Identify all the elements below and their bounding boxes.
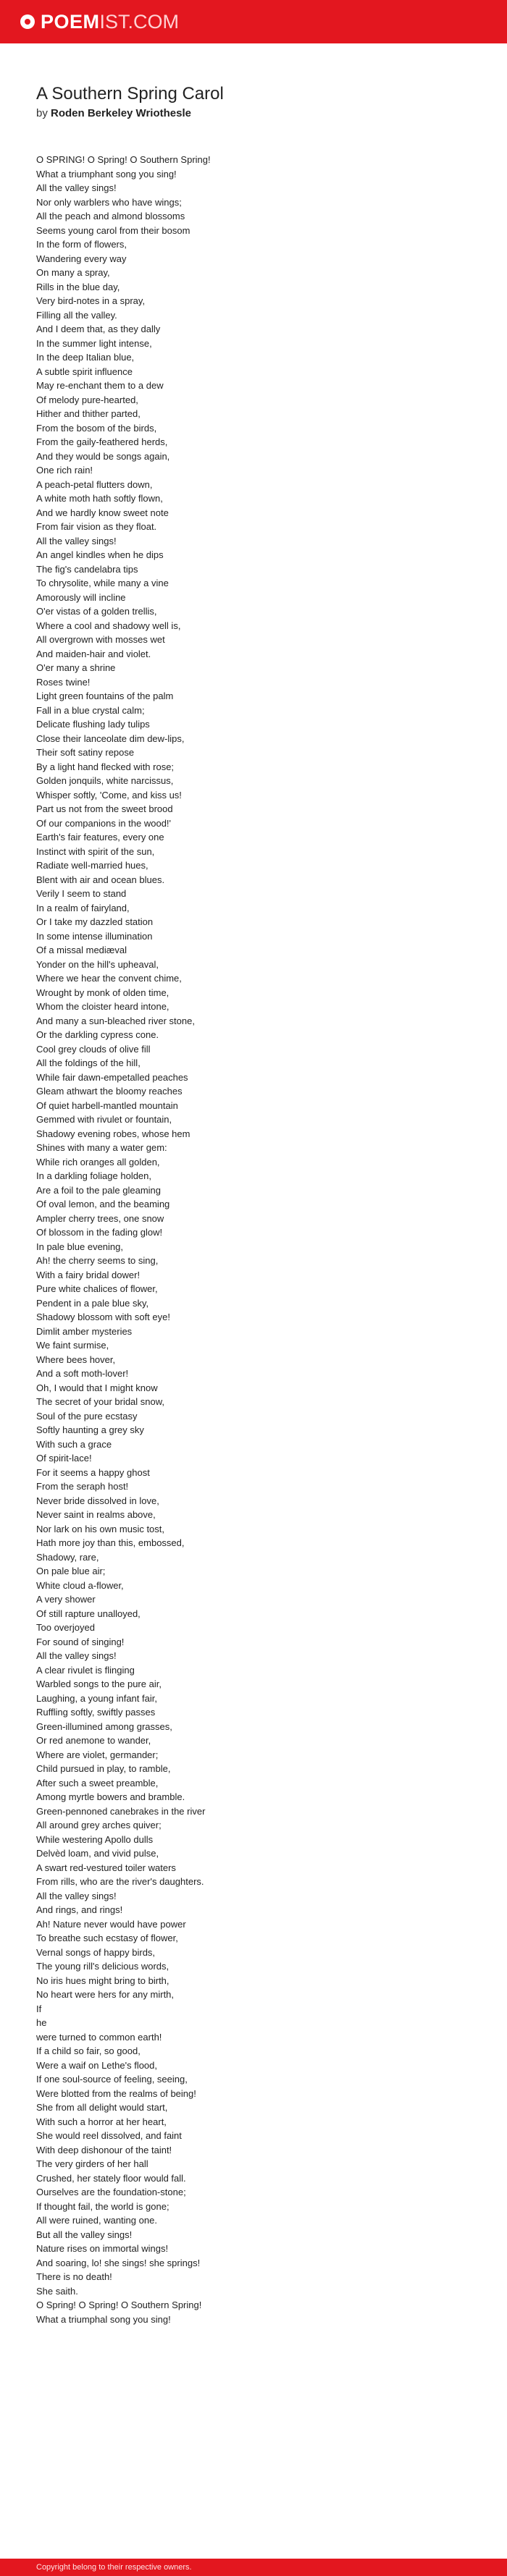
poem-line: Roses twine! xyxy=(36,676,91,688)
poem-line: Hath more joy than this, embossed, xyxy=(36,1537,185,1548)
poem-line: She from all delight would start, xyxy=(36,2102,168,2113)
byline xyxy=(36,106,478,121)
poem-line: Of our companions in the wood!' xyxy=(36,817,172,829)
poem-line: Vernal songs of happy birds, xyxy=(36,1946,156,1958)
poem-line: And many a sun-bleached river stone, xyxy=(36,1015,195,1026)
poem-line: Close their lanceolate dim dew-lips, xyxy=(36,732,185,744)
poem-line: Child pursued in play, to ramble, xyxy=(36,1763,171,1774)
poem-line: All the valley sings! xyxy=(36,535,117,546)
poem-line: Are a foil to the pale gleaming xyxy=(36,1184,161,1196)
poem-line: Light green fountains of the palm xyxy=(36,691,174,701)
poem-line: From fair vision as they float. xyxy=(36,521,157,532)
poem-line: The secret of your bridal snow, xyxy=(36,1396,165,1407)
poem-line: Rills in the blue day, xyxy=(36,281,120,292)
poem-line: While fair dawn-empetalled peaches xyxy=(36,1071,188,1083)
poem-line: Whom the cloister heard intone, xyxy=(36,1001,169,1012)
poem-line: Verily I seem to stand xyxy=(36,888,127,899)
poem-line: Soul of the pure ecstasy xyxy=(36,1410,138,1422)
poem-line: A very shower xyxy=(36,1594,96,1605)
poem-line: Seems young carol from their bosom xyxy=(36,224,190,236)
poem-line: From the gaily-feathered herds, xyxy=(36,436,168,447)
site-logo-link[interactable] xyxy=(20,11,179,33)
poem-article xyxy=(36,83,478,2326)
poem-line: In a realm of fairyland, xyxy=(36,902,130,913)
poem-line: Very bird-notes in a spray, xyxy=(36,295,146,306)
poem-line: Amorously will incline xyxy=(36,591,126,603)
poem-line: Whisper softly, 'Come, and kiss us! xyxy=(36,789,182,801)
poem-line: An angel kindles when he dips xyxy=(36,549,164,560)
poem-line: From the bosom of the birds, xyxy=(36,422,157,434)
poem-line: And I deem that, as they dally xyxy=(36,324,161,334)
poem-line: O'er many a shrine xyxy=(36,662,116,673)
poem-line: Among myrtle bowers and bramble. xyxy=(36,1791,185,1802)
poem-line: If thought fail, the world is gone; xyxy=(36,2200,169,2212)
poem-line: Nor only warblers who have wings; xyxy=(36,196,182,208)
poem-line: In a darkling foliage holden, xyxy=(36,1170,152,1181)
poem-line: were turned to common earth! xyxy=(36,2031,162,2043)
poem-line: Were a waif on Lethe's flood, xyxy=(36,2059,158,2071)
poem-line: May re-enchant them to a dew xyxy=(36,380,164,391)
poem-line: In some intense illumination xyxy=(36,930,153,942)
poem-line: Wrought by monk of olden time, xyxy=(36,987,169,998)
poem-line: Pendent in a pale blue sky, xyxy=(36,1297,149,1309)
poem-line: Of blossom in the fading glow! xyxy=(36,1227,163,1238)
poem-line: A swart red-vestured toiler waters xyxy=(36,1862,176,1873)
copyright-text: Copyright belong to their respective owners. xyxy=(36,2563,192,2572)
poem-line: Earth's fair features, every one xyxy=(36,832,164,843)
poem-line: Part us not from the sweet brood xyxy=(36,803,173,814)
poem-line: Crushed, her stately floor would fall. xyxy=(36,2172,186,2184)
poem-line: Green-illumined among grasses, xyxy=(36,1720,172,1732)
poem-line: Filling all the valley. xyxy=(36,309,117,321)
poem-line: With such a grace xyxy=(36,1438,112,1450)
poem-line: And we hardly know sweet note xyxy=(36,507,169,518)
poem-line: In the deep Italian blue, xyxy=(36,352,135,363)
poem-line: Ah! Nature never would have power xyxy=(36,1918,186,1930)
poem-line: To breathe such ecstasy of flower, xyxy=(36,1933,178,1943)
poem-line: We faint surmise, xyxy=(36,1340,109,1351)
poem-line: By a light hand flecked with rose; xyxy=(36,761,175,772)
poem-line: Radiate well-married hues, xyxy=(36,860,148,871)
poem-line: There is no death! xyxy=(36,2271,112,2282)
poem-line: Where a cool and shadowy well is, xyxy=(36,620,181,631)
poem-line: The fig's candelabra tips xyxy=(36,563,138,575)
logo-mark-icon xyxy=(20,14,35,29)
poem-line: She saith. xyxy=(36,2285,78,2297)
logo-text-strong: POEM xyxy=(41,10,100,33)
poem-line: Shadowy evening robes, whose hem xyxy=(36,1128,190,1139)
author-link[interactable]: Roden Berkeley Wriothesle xyxy=(51,107,191,119)
poem-line: Never bride dissolved in love, xyxy=(36,1495,159,1506)
poem-line: Nature rises on immortal wings! xyxy=(36,2243,169,2254)
poem-line: And maiden-hair and violet. xyxy=(36,648,151,659)
poem-line: A peach-petal flutters down, xyxy=(36,478,153,490)
poem-line: Fall in a blue crystal calm; xyxy=(36,704,145,716)
poem-line: All the valley sings! xyxy=(36,1890,117,1901)
poem-line: While rich oranges all golden, xyxy=(36,1156,160,1167)
poem-line: What a triumphant song you sing! xyxy=(36,168,177,180)
poem-line: Laughing, a young infant fair, xyxy=(36,1692,157,1704)
poem-line: All around grey arches quiver; xyxy=(36,1820,162,1830)
poem-line: Where we hear the convent chime, xyxy=(36,973,182,984)
poem-line: The very girders of her hall xyxy=(36,2158,148,2169)
poem-line: he xyxy=(36,2017,47,2028)
poem-line: After such a sweet preamble, xyxy=(36,1777,159,1789)
poem-line: Of a missal mediæval xyxy=(36,945,127,955)
poem-line: White cloud a-flower, xyxy=(36,1579,124,1591)
poem-line: Cool grey clouds of olive fill xyxy=(36,1043,151,1055)
poem-line: Yonder on the hill's upheaval, xyxy=(36,958,159,970)
poem-line: A clear rivulet is flinging xyxy=(36,1664,135,1676)
byline-label: by xyxy=(36,107,48,119)
poem-line: Oh, I would that I might know xyxy=(36,1382,158,1393)
poem-line: But all the valley sings! xyxy=(36,2229,133,2240)
poem-line: Ah! the cherry seems to sing, xyxy=(36,1255,159,1266)
poem-line: If one soul-source of feeling, seeing, xyxy=(36,2074,188,2085)
poem-line: Ruffling softly, swiftly passes xyxy=(36,1707,156,1718)
poem-line: Pure white chalices of flower, xyxy=(36,1283,158,1294)
site-footer xyxy=(0,2559,507,2576)
poem-line: She would reel dissolved, and faint xyxy=(36,2130,182,2141)
poem-line: On many a spray, xyxy=(36,267,110,278)
poem-line: In pale blue evening, xyxy=(36,1241,123,1252)
poem-line: Delvèd loam, and vivid pulse, xyxy=(36,1848,159,1859)
poem-line: Of spirit-lace! xyxy=(36,1453,92,1464)
poem-line: Instinct with spirit of the sun, xyxy=(36,845,155,857)
poem-line: With a fairy bridal dower! xyxy=(36,1269,141,1280)
poem-line: Their soft satiny repose xyxy=(36,747,135,758)
poem-line: On pale blue air; xyxy=(36,1566,106,1576)
poem-line: If a child so fair, so good, xyxy=(36,2045,141,2056)
poem-line: For sound of singing! xyxy=(36,1636,125,1647)
poem-line: Of still rapture unalloyed, xyxy=(36,1608,141,1619)
poem-line: Shadowy, rare, xyxy=(36,1551,99,1563)
site-header xyxy=(0,0,507,43)
poem-line: Wandering every way xyxy=(36,253,127,264)
poem-line: A white moth hath softly flown, xyxy=(36,493,163,504)
poem-line: Or I take my dazzled station xyxy=(36,916,154,927)
poem-line: All overgrown with mosses wet xyxy=(36,634,165,645)
poem-line: Dimlit amber mysteries xyxy=(36,1325,133,1337)
poem-line: And soaring, lo! she sings! she springs! xyxy=(36,2257,201,2268)
poem-line: And rings, and rings! xyxy=(36,1904,123,1915)
poem-line: O SPRING! O Spring! O Southern Spring! xyxy=(36,154,211,165)
poem-line: All the valley sings! xyxy=(36,182,117,193)
poem-line: Ampler cherry trees, one snow xyxy=(36,1212,164,1224)
poem-line: In the form of flowers, xyxy=(36,239,127,250)
poem-line: With such a horror at her heart, xyxy=(36,2116,167,2127)
poem-line: All were ruined, wanting one. xyxy=(36,2215,157,2226)
poem-line: From rills, who are the river's daughters. xyxy=(36,1876,204,1887)
poem-line: And they would be songs again, xyxy=(36,450,170,462)
poem-line: Or red anemone to wander, xyxy=(36,1735,151,1746)
poem-line: Where are violet, germander; xyxy=(36,1749,159,1760)
poem-line: Blent with air and ocean blues. xyxy=(36,874,165,885)
poem-line: Hither and thither parted, xyxy=(36,408,141,419)
poem-line: Of melody pure-hearted, xyxy=(36,394,138,405)
poem-line: For it seems a happy ghost xyxy=(36,1466,150,1478)
poem-line: No iris hues might bring to birth, xyxy=(36,1975,169,1986)
poem-line: What a triumphal song you sing! xyxy=(36,2313,171,2325)
poem-line: While westering Apollo dulls xyxy=(36,1833,154,1845)
poem-line: Ourselves are the foundation-stone; xyxy=(36,2187,186,2197)
poem-line: To chrysolite, while many a vine xyxy=(36,578,169,588)
poem-line: Golden jonquils, white narcissus, xyxy=(36,775,174,786)
poem-line: Or the darkling cypress cone. xyxy=(36,1029,159,1040)
poem-line: Softly haunting a grey sky xyxy=(36,1424,144,1435)
poem-body xyxy=(36,153,478,2326)
poem-line: O Spring! O Spring! O Southern Spring! xyxy=(36,2300,202,2310)
poem-line: One rich rain! xyxy=(36,465,93,476)
poem-line: Never saint in realms above, xyxy=(36,1509,156,1520)
poem-line: Where bees hover, xyxy=(36,1354,116,1365)
poem-line: All the valley sings! xyxy=(36,1650,117,1661)
poem-line: Too overjoyed xyxy=(36,1622,95,1633)
poem-line: No heart were hers for any mirth, xyxy=(36,1989,175,2000)
poem-line: O'er vistas of a golden trellis, xyxy=(36,606,157,617)
poem-line: All the peach and almond blossoms xyxy=(36,211,185,221)
poem-title: A Southern Spring Carol xyxy=(36,84,224,104)
poem-line: Warbled songs to the pure air, xyxy=(36,1678,162,1689)
poem-line: Green-pennoned canebrakes in the river xyxy=(36,1805,206,1817)
poem-line: In the summer light intense, xyxy=(36,337,152,349)
poem-line: Gemmed with rivulet or fountain, xyxy=(36,1114,172,1125)
poem-line: The young rill's delicious words, xyxy=(36,1961,169,1972)
poem-line: Gleam athwart the bloomy reaches xyxy=(36,1086,183,1097)
poem-line: A subtle spirit influence xyxy=(36,366,133,377)
poem-line: From the seraph host! xyxy=(36,1481,129,1492)
logo-text-light: IST.COM xyxy=(99,10,180,33)
poem-line: Were blotted from the realms of being! xyxy=(36,2087,196,2099)
poem-line: Shines with many a water gem: xyxy=(36,1142,167,1153)
poem-line: With deep dishonour of the taint! xyxy=(36,2144,172,2155)
poem-line: And a soft moth-lover! xyxy=(36,1368,129,1379)
poem-line: Shadowy blossom with soft eye! xyxy=(36,1312,170,1322)
poem-line: Of oval lemon, and the beaming xyxy=(36,1199,170,1209)
poem-line: All the foldings of the hill, xyxy=(36,1057,141,1068)
poem-line: If xyxy=(36,2003,42,2014)
poem-line: Delicate flushing lady tulips xyxy=(36,719,150,730)
poem-line: Of quiet harbell-mantled mountain xyxy=(36,1099,178,1111)
poem-line: Nor lark on his own music tost, xyxy=(36,1523,165,1534)
